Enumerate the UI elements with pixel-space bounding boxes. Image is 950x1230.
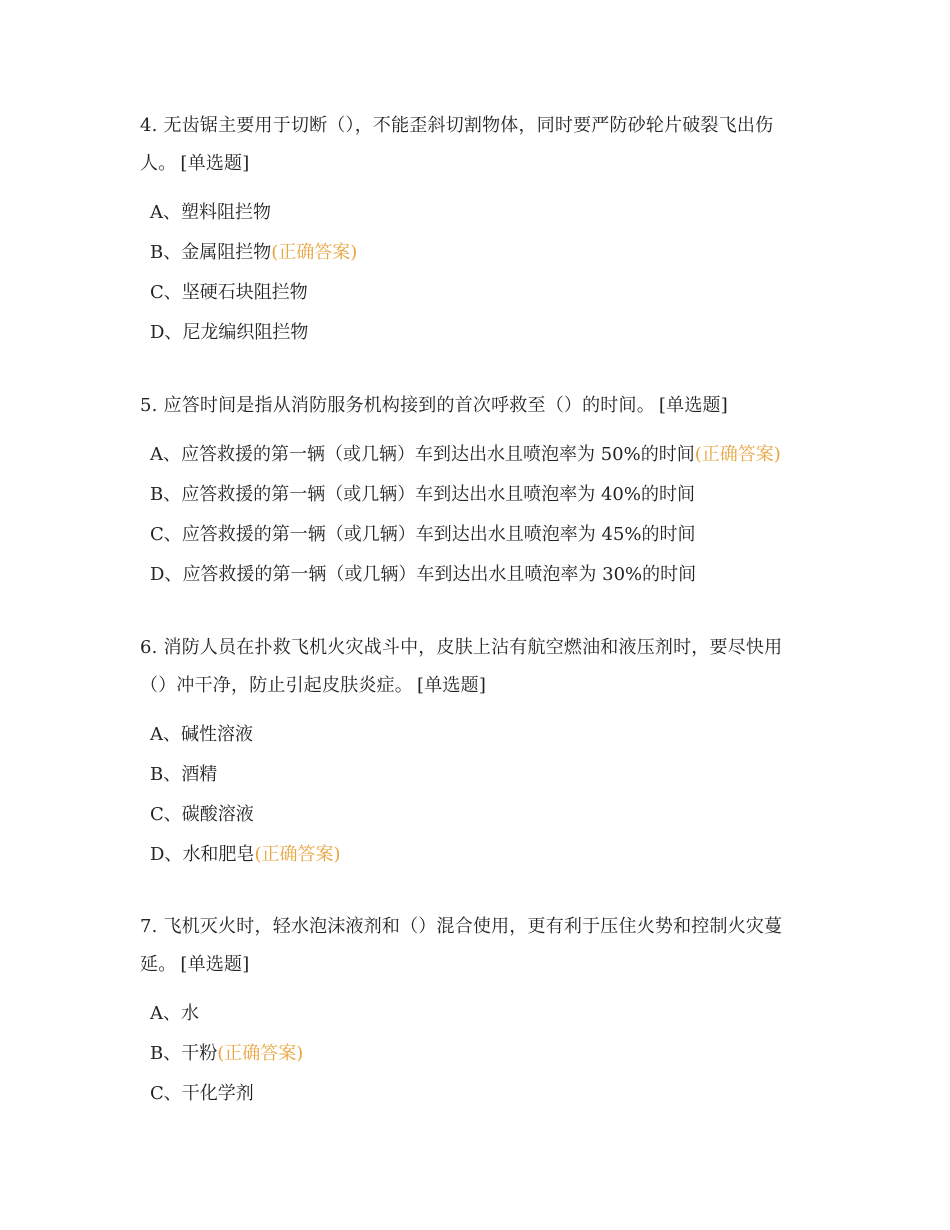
correct-answer-mark: (正确答案) [271, 242, 358, 263]
options-list [140, 435, 800, 595]
option-letter: C、 [150, 1083, 182, 1104]
question-4 [140, 107, 800, 353]
option-d [150, 555, 800, 595]
option-text: 应答救援的第一辆（或几辆）车到达出水且喷泡率为 45%的时间 [181, 524, 696, 545]
question-type: [单选题] [658, 395, 728, 416]
option-d [150, 313, 800, 353]
option-text: 应答救援的第一辆（或几辆）车到达出水且喷泡率为 50%的时间 [181, 444, 695, 465]
question-text: 应答时间是指从消防服务机构接到的首次呼救至（）的时间。 [163, 395, 655, 416]
question-title [140, 107, 800, 183]
option-c [150, 273, 800, 313]
question-text: 消防人员在扑救飞机火灾战斗中，皮肤上沾有航空燃油和液压剂时，要尽快用（）冲干净，防止引起皮肤炎症。 [140, 637, 783, 696]
option-letter: B、 [150, 484, 182, 505]
option-letter: A、 [150, 202, 181, 223]
question-title [140, 629, 800, 705]
option-a [150, 994, 800, 1034]
option-text: 酒精 [181, 764, 218, 785]
option-letter: D、 [150, 844, 183, 865]
option-letter: C、 [150, 524, 182, 545]
question-text: 无齿锯主要用于切断（），不能歪斜切割物体，同时要严防砂轮片破裂飞出伤人。 [140, 115, 774, 174]
correct-answer-mark: (正确答案) [254, 844, 341, 865]
question-number: 7. [140, 916, 158, 937]
option-letter: C、 [150, 804, 182, 825]
option-text: 尼龙编织阻拦物 [182, 322, 309, 343]
option-letter: B、 [150, 242, 182, 263]
option-text: 塑料阻拦物 [181, 202, 271, 223]
question-type: [单选题] [417, 675, 487, 696]
option-b [150, 475, 800, 515]
question-number: 6. [140, 637, 158, 658]
option-b [150, 233, 800, 273]
option-b [150, 1034, 800, 1074]
option-c [150, 795, 800, 835]
option-letter: D、 [150, 564, 183, 585]
question-type: [单选题] [180, 954, 250, 975]
option-text: 干粉 [181, 1043, 218, 1064]
option-a [150, 193, 800, 233]
question-number: 5. [140, 395, 158, 416]
option-letter: A、 [150, 724, 181, 745]
options-list [140, 994, 800, 1114]
option-letter: B、 [150, 764, 182, 785]
question-5 [140, 387, 800, 595]
option-text: 干化学剂 [181, 1083, 254, 1104]
question-7 [140, 908, 800, 1114]
option-text: 坚硬石块阻拦物 [181, 282, 308, 303]
question-title [140, 908, 800, 984]
option-text: 应答救援的第一辆（或几辆）车到达出水且喷泡率为 40%的时间 [181, 484, 695, 505]
option-text: 碱性溶液 [181, 724, 253, 745]
option-text: 应答救援的第一辆（或几辆）车到达出水且喷泡率为 30%的时间 [182, 564, 697, 585]
option-letter: C、 [150, 282, 182, 303]
option-text: 金属阻拦物 [181, 242, 272, 263]
option-c [150, 515, 800, 555]
question-6 [140, 629, 800, 875]
option-d [150, 835, 800, 875]
option-a [150, 435, 800, 475]
question-number: 4. [140, 115, 158, 136]
question-title [140, 387, 800, 425]
options-list [140, 193, 800, 353]
option-letter: A、 [150, 444, 181, 465]
option-text: 水 [181, 1003, 199, 1024]
option-text: 水和肥皂 [182, 844, 255, 865]
option-letter: B、 [150, 1043, 182, 1064]
options-list [140, 715, 800, 875]
option-text: 碳酸溶液 [181, 804, 254, 825]
option-a [150, 715, 800, 755]
question-text: 飞机灭火时，轻水泡沫液剂和（）混合使用，更有利于压住火势和控制火灾蔓延。 [140, 916, 783, 975]
option-b [150, 755, 800, 795]
correct-answer-mark: (正确答案) [217, 1043, 304, 1064]
option-letter: A、 [150, 1003, 181, 1024]
question-type: [单选题] [180, 153, 250, 174]
option-letter: D、 [150, 322, 183, 343]
option-c [150, 1074, 800, 1114]
correct-answer-mark: (正确答案) [694, 444, 781, 465]
